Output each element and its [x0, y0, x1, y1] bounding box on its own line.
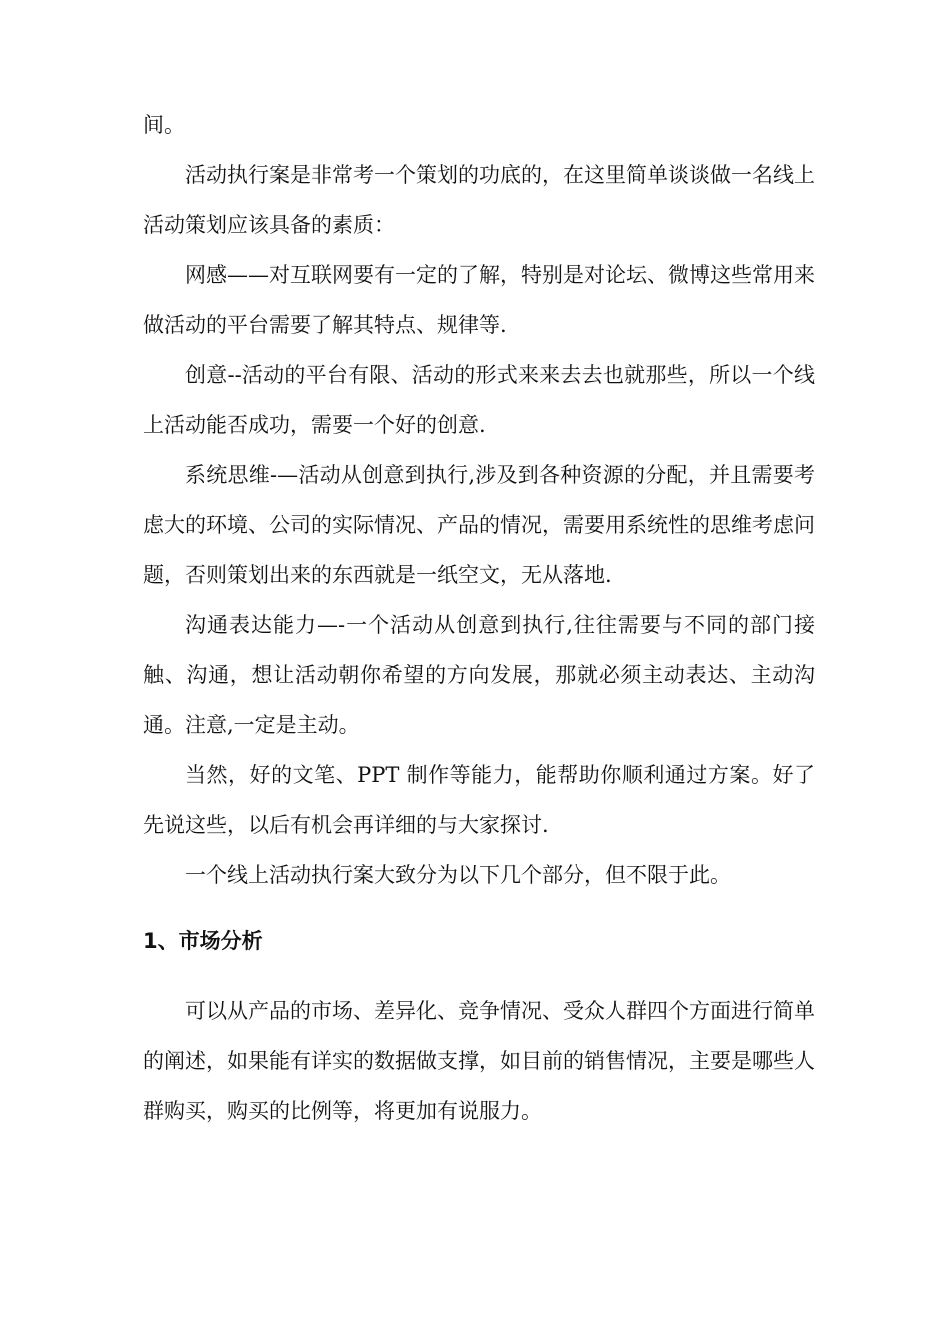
- paragraph-market-analysis: 可以从产品的市场、差异化、竞争情况、受众人群四个方面进行简单的阐述，如果能有详实的数据做支撑，如目前的销售情况，主要是哪些人群购买，购买的比例等，将更加有说服力。: [143, 999, 815, 1123]
- paragraph-intro: 活动执行案是非常考一个策划的功底的，在这里简单谈谈做一名线上活动策划应该具备的素质：: [143, 163, 815, 237]
- section-heading-market-analysis: 1、市场分析: [143, 929, 263, 953]
- paragraph-creativity: 创意--活动的平台有限、活动的形式来来去去也就那些，所以一个线上活动能否成功，需要一个好的创意.: [143, 363, 815, 437]
- paragraph-communication: 沟通表达能力—-一个活动从创意到执行,往往需要与不同的部门接触、沟通，想让活动朝你希望的方向发展，那就必须主动表达、主动沟通。注意,一定是主动。: [143, 613, 815, 737]
- paragraph-plan-overview: 一个线上活动执行案大致分为以下几个部分，但不限于此。: [185, 863, 731, 887]
- paragraph-web-sense: 网感——对互联网要有一定的了解，特别是对论坛、微博这些常用来做活动的平台需要了解其特点、规律等.: [143, 263, 815, 337]
- paragraph-writing-skills: 当然，好的文笔、PPT 制作等能力，能帮助你顺利通过方案。好了先说这些，以后有机会再详细的与大家探讨.: [143, 763, 815, 837]
- paragraph-continuation: 间。: [143, 113, 185, 137]
- paragraph-system-thinking: 系统思维-—活动从创意到执行,涉及到各种资源的分配，并且需要考虑大的环境、公司的实际情况、产品的情况，需要用系统性的思维考虑问题，否则策划出来的东西就是一纸空文，无从落地.: [143, 463, 815, 587]
- document-body: [143, 100, 815, 1136]
